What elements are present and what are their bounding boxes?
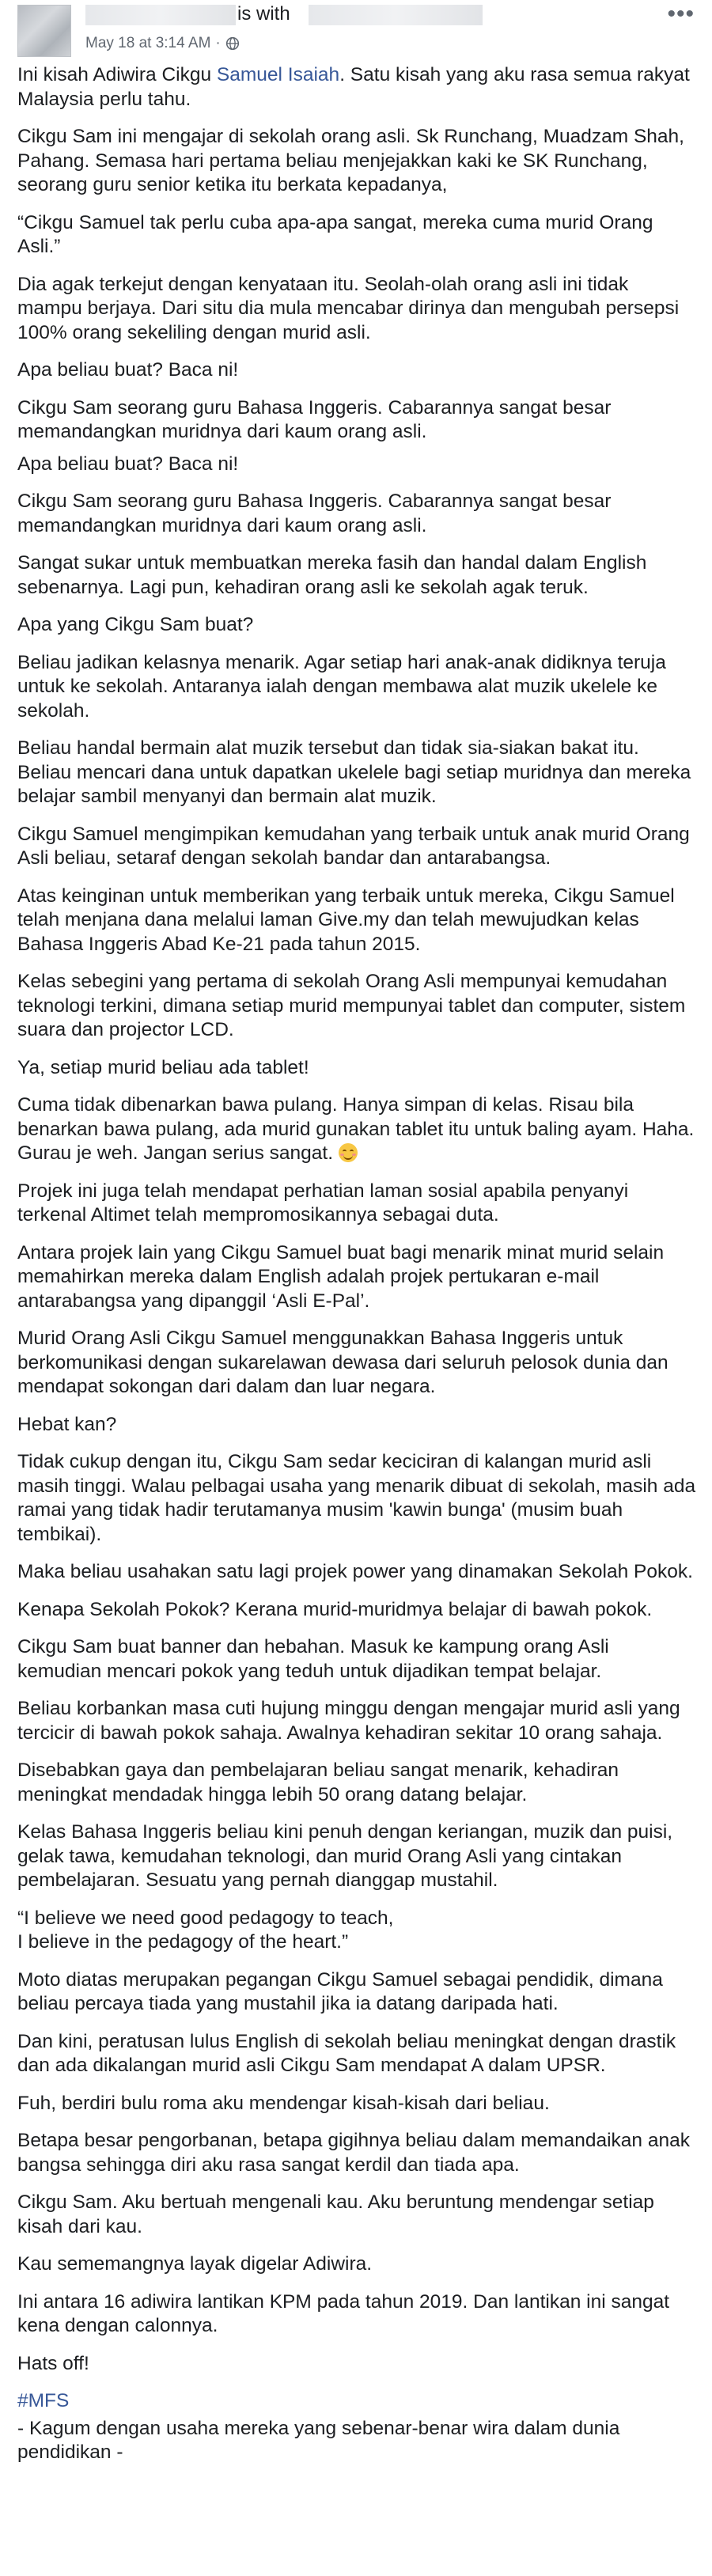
timestamp-link[interactable]: May 18 at 3:14 AM <box>85 35 211 51</box>
paragraph-19: Antara projek lain yang Cikgu Samuel buat bagi menarik minat murid selain memahirkan mereka dalam English adalah projek pertukaran e-mail antarabangsa yang dipanggil ‘Asli E-Pal’. <box>17 1241 665 1312</box>
paragraph-22: Tidak cukup dengan itu, Cikgu Sam sedar keciciran di kalangan murid asli masih tinggi. Walau pelbagai usaha yang menarik dibuat di sekolah, masih ada ramai yang tidak hadir terutamanya musim 'kawin bunga' (musim buah tembikai). <box>17 1451 696 1545</box>
post-header <box>0 0 712 63</box>
p17-text: Cuma tidak dibenarkan bawa pulang. Hanya simpan di kelas. Risau bila benarkan bawa pulang, ada murid gunakan tablet itu untuk baling ayam. Haha. Gurau je weh. Jangan serius sangat. <box>17 1094 695 1164</box>
paragraph-37: Hats off! <box>17 2352 89 2374</box>
paragraph-9: Sangat sukar untuk membuatkan mereka fasih dan handal dalam English sebenarnya. Lagi pun, kehadiran orang asli ke sekolah agak teruk. <box>17 552 647 598</box>
paragraph-15: Kelas sebegini yang pertama di sekolah Orang Asli mempunyai kemudahan teknologi terkini, dimana setiap murid mempunyai tablet dan computer, sistem suara dan projector LCD. <box>17 971 686 1040</box>
paragraph-hashtag <box>17 2389 698 2414</box>
mention-link[interactable]: Samuel Isaiah <box>216 64 340 85</box>
quote-line-1: “I believe we need good pedagogy to teach, <box>17 1907 394 1929</box>
paragraph-closing: - Kagum dengan usaha mereka yang sebenar-benar wira dalam dunia pendidikan - <box>17 2417 620 2463</box>
paragraph-20: Murid Orang Asli Cikgu Samuel menggunakkan Bahasa Inggeris untuk berkomunikasi dengan sukarelawan dewasa dari seluruh pelosok dunia dan mendapat sokongan dari dalam dan luar negara. <box>17 1328 668 1397</box>
paragraph-12: Beliau handal bermain alat muzik tersebut dan tidak sia-siakan bakat itu. Beliau mencari dana untuk dapatkan ukelele bagi setiap muridnya dan mereka belajar sambil menyanyi dan bermain alat muzik. <box>17 737 691 807</box>
avatar-blur <box>18 6 70 56</box>
post-body <box>17 63 698 2479</box>
paragraph-11: Beliau jadikan kelasnya menarik. Agar setiap hari anak-anak didiknya teruja untuk ke sekolah. Antaranya ialah dengan membawa alat muzik ukelele ke sekolah. <box>17 651 666 722</box>
paragraph-17 <box>17 1093 698 1166</box>
author-name-redacted[interactable] <box>85 5 236 25</box>
hashtag-link[interactable]: #MFS <box>17 2390 70 2411</box>
smiling-face-emoji-icon <box>339 1143 358 1162</box>
paragraph-28: Kelas Bahasa Inggeris beliau kini penuh dengan keriangan, muzik dan puisi, gelak tawa, kemudahan teknologi, dan murid Orang Asli yang cintakan pembelajaran. Sesuatu yang pernah dianggap mustahil. <box>17 1821 673 1891</box>
paragraph-14: Atas keinginan untuk memberikan yang terbaik untuk mereka, Cikgu Samuel telah menjana dana melalui laman Give.my dan telah mewujudkan kelas Bahasa Inggeris Abad Ke-21 pada tahun 2015. <box>17 885 675 955</box>
paragraph-32: Fuh, berdiri bulu roma aku mendengar kisah-kisah dari beliau. <box>17 2092 550 2114</box>
paragraph-24: Kenapa Sekolah Pokok? Kerana murid-muridmya belajar di bawah pokok. <box>17 1598 653 1620</box>
paragraph-31: Dan kini, peratusan lulus English di sekolah beliau meningkat dengan drastik dan ada dikalangan murid asli Cikgu Sam mendapat A dalam UPSR. <box>17 2030 676 2076</box>
paragraph-30: Moto diatas merupakan pegangan Cikgu Samuel sebagai pendidik, dimana beliau percaya tiada yang mustahil jika ia datang daripada hati. <box>17 1968 663 2014</box>
globe-icon[interactable] <box>225 36 240 51</box>
is-with-text: is with <box>237 3 290 25</box>
paragraph-29 <box>17 1907 698 1955</box>
paragraph-2: Cikgu Sam ini mengajar di sekolah orang asli. Sk Runchang, Muadzam Shah, Pahang. Semasa hari pertama beliau menjejakkan kaki ke SK Runchang, seorang guru senior ketika itu berkata kepadanya, <box>17 126 684 195</box>
paragraph-36: Ini antara 16 adiwira lantikan KPM pada tahun 2019. Dan lantikan ini sangat kena dengan calonnya. <box>17 2290 670 2336</box>
paragraph-16: Ya, setiap murid beliau ada tablet! <box>17 1056 309 1078</box>
paragraph-25: Cikgu Sam buat banner dan hebahan. Masuk ke kampung orang Asli kemudian mencari pokok yang teduh untuk dijadikan tempat belajar. <box>17 1636 609 1682</box>
paragraph-10: Apa yang Cikgu Sam buat? <box>17 614 254 635</box>
more-options-icon[interactable]: ••• <box>667 1 695 27</box>
paragraph-5: Apa beliau buat? Baca ni! <box>17 359 239 381</box>
paragraph-7: Apa beliau buat? Baca ni! <box>17 453 239 475</box>
avatar[interactable] <box>17 5 71 57</box>
quote-line-2: I believe in the pedagogy of the heart.” <box>17 1931 349 1953</box>
paragraph-33: Betapa besar pengorbanan, betapa gigihnya beliau dalam memandaikan anak bangsa sehingga diri aku rasa sangat kerdil dan tiada apa. <box>17 2130 690 2176</box>
paragraph-1 <box>17 63 698 112</box>
timestamp-separator: · <box>215 35 221 51</box>
tagged-person-redacted[interactable] <box>309 5 483 25</box>
paragraph-13: Cikgu Samuel mengimpikan kemudahan yang terbaik untuk anak murid Orang Asli beliau, setaraf dengan sekolah bandar dan antarabangsa. <box>17 823 690 869</box>
paragraph-8: Cikgu Sam seorang guru Bahasa Inggeris. Cabarannya sangat besar memandangkan muridnya dari kaum orang asli. <box>17 491 612 536</box>
p1-post-text: . Satu kisah yang aku rasa semua rakyat Malaysia perlu tahu. <box>17 64 690 110</box>
paragraph-21: Hebat kan? <box>17 1413 117 1435</box>
paragraph-34: Cikgu Sam. Aku bertuah mengenali kau. Aku beruntung mendengar setiap kisah dari kau. <box>17 2191 654 2237</box>
p1-pre-text: Ini kisah Adiwira Cikgu <box>17 64 217 85</box>
paragraph-4: Dia agak terkejut dengan kenyataan itu. Seolah-olah orang asli ini tidak mampu berjaya. Dari situ dia mula mencabar dirinya dan mengubah persepsi 100% orang sekeliling dengan murid asli. <box>17 273 680 343</box>
post-timestamp <box>85 35 240 52</box>
paragraph-6: Cikgu Sam seorang guru Bahasa Inggeris. Cabarannya sangat besar memandangkan muridnya dari kaum orang asli. <box>17 396 612 442</box>
paragraph-35: Kau sememangnya layak digelar Adiwira. <box>17 2253 373 2275</box>
paragraph-3: “Cikgu Samuel tak perlu cuba apa-apa sangat, mereka cuma murid Orang Asli.” <box>17 211 653 257</box>
paragraph-26: Beliau korbankan masa cuti hujung minggu dengan mengajar murid asli yang tercicir di bawah pokok sahaja. Awalnya kehadiran sekitar 10 orang sahaja. <box>17 1698 680 1744</box>
paragraph-23: Maka beliau usahakan satu lagi projek power yang dinamakan Sekolah Pokok. <box>17 1561 693 1582</box>
paragraph-18: Projek ini juga telah mendapat perhatian laman sosial apabila penyanyi terkenal Altimet telah mempromosikannya sebagai duta. <box>17 1180 629 1225</box>
paragraph-27: Disebabkan gaya dan pembelajaran beliau sangat menarik, kehadiran meningkat mendadak hingga lebih 50 orang datang belajar. <box>17 1760 619 1805</box>
